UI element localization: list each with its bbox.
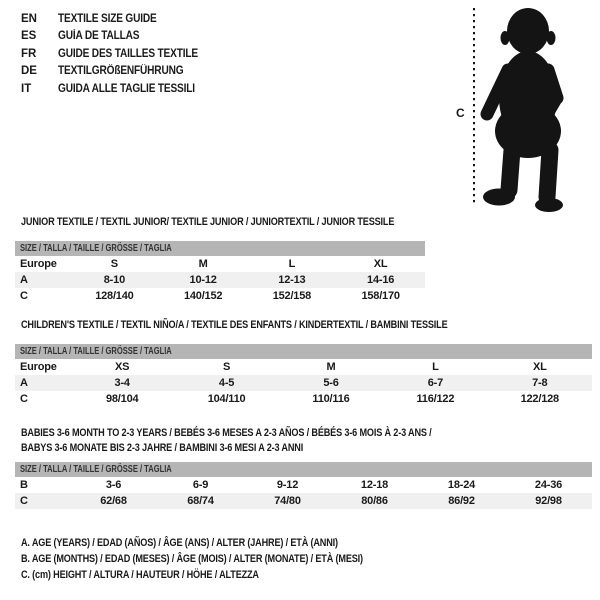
junior-section-title xyxy=(21,216,471,228)
table-cell: 74/80 xyxy=(244,493,331,509)
table-row xyxy=(15,256,425,272)
table-cell: 68/74 xyxy=(157,493,244,509)
table-row xyxy=(15,391,592,407)
junior-section-title-text: JUNIOR TEXTILE / TEXTIL JUNIOR/ TEXTILE JUNIOR / JUNIORTEXTIL / JUNIOR TESSILE xyxy=(21,216,395,228)
lang-label: GUIDE DES TAILLES TEXTILE xyxy=(58,47,198,60)
table-cell: 12-13 xyxy=(248,272,337,288)
lang-code: ES xyxy=(21,30,37,43)
size-header-text: SIZE / TALLA / TAILLE / GRÖSSE / TAGLIA xyxy=(20,463,172,475)
row-label: A xyxy=(15,375,70,391)
table-cell: 4-5 xyxy=(174,375,278,391)
babies-size-table xyxy=(15,462,592,509)
table-row xyxy=(15,288,425,304)
junior-size-table xyxy=(15,241,425,304)
children-section-title-text: CHILDREN'S TEXTILE / TEXTIL NIÑO/A / TEXTILE DES ENFANTS / KINDERTEXTIL / BAMBINI TESSILE xyxy=(21,319,448,331)
row-label: B xyxy=(20,479,28,491)
lang-code: FR xyxy=(21,47,37,60)
table-cell: 98/104 xyxy=(105,393,139,405)
babies-section-title-line1 xyxy=(21,427,516,439)
row-label: Europe xyxy=(20,361,57,373)
row-label: C xyxy=(20,393,28,405)
table-cell: 7-8 xyxy=(488,375,592,391)
table-cell: XL xyxy=(532,361,547,373)
table-cell: 14-16 xyxy=(336,272,425,288)
table-row xyxy=(15,493,592,509)
legend-line-b xyxy=(21,553,433,565)
size-header-row xyxy=(15,344,592,359)
lang-row-fr xyxy=(21,48,217,65)
size-header-bar xyxy=(15,241,425,256)
lang-label: TEXTILGRÖßENFÜHRUNG xyxy=(58,65,184,78)
table-cell: XL xyxy=(373,258,388,270)
size-header-text: SIZE / TALLA / TAILLE / GRÖSSE / TAGLIA xyxy=(20,242,172,254)
lang-label: GUIDA ALLE TAGLIE TESSILI xyxy=(58,82,195,95)
lang-label: TEXTILE SIZE GUIDE xyxy=(58,13,157,25)
babies-section-title-text2: BABYS 3-6 MONATE BIS 2-3 JAHRE / BAMBINI 3-6 MESI A 2-3 ANNI xyxy=(21,442,304,454)
babies-section-title-line2 xyxy=(21,442,361,454)
table-cell: 122/128 xyxy=(520,393,559,405)
table-cell: 104/110 xyxy=(207,393,246,405)
lang-row-de xyxy=(21,65,217,82)
lang-code: DE xyxy=(21,65,37,78)
legend-line-c-text: C. (cm) HEIGHT / ALTURA / HAUTEUR / HÖHE / ALTEZZA xyxy=(21,569,259,581)
legend-line-c xyxy=(21,569,308,581)
table-cell: 6-9 xyxy=(192,479,209,491)
legend-line-a xyxy=(21,537,403,549)
table-cell: 5-6 xyxy=(279,375,383,391)
table-row xyxy=(15,359,592,375)
table-cell: 128/140 xyxy=(95,290,134,302)
table-cell: S xyxy=(110,258,118,270)
table-cell: 9-12 xyxy=(276,479,299,491)
table-cell: M xyxy=(198,258,208,270)
table-cell: L xyxy=(432,361,439,373)
row-label: C xyxy=(20,290,28,302)
size-header-bar xyxy=(15,344,592,359)
table-cell: 140/152 xyxy=(183,290,223,302)
size-header-text: SIZE / TALLA / TAILLE / GRÖSSE / TAGLIA xyxy=(20,345,172,357)
table-cell: 62/68 xyxy=(70,493,157,509)
size-header-bar xyxy=(15,462,592,477)
lang-code: IT xyxy=(21,82,32,95)
table-cell: 24-36 xyxy=(534,479,563,491)
children-section-title xyxy=(21,319,535,331)
lang-row-it xyxy=(21,83,217,100)
legend-line-b-text: B. AGE (MONTHS) / EDAD (MESES) / ÂGE (MOIS) / ALTER (MONATE) / ETÀ (MESI) xyxy=(21,553,363,565)
table-cell: M xyxy=(326,361,336,373)
baby-figure xyxy=(450,0,600,215)
language-list xyxy=(21,13,217,100)
babies-section-title-text1: BABIES 3-6 MONTH TO 2-3 YEARS / BEBÉS 3-6 MESES A 2-3 AÑOS / BÉBÉS 3-6 MOIS À 2-3 ANS / xyxy=(21,427,432,439)
table-cell: 80/86 xyxy=(331,493,418,509)
table-row xyxy=(15,375,592,391)
row-label: C xyxy=(15,493,70,509)
table-cell: 10-12 xyxy=(159,272,248,288)
lang-row-en xyxy=(21,13,217,30)
table-cell: 6-7 xyxy=(383,375,487,391)
table-row xyxy=(15,272,425,288)
size-header-row xyxy=(15,462,592,477)
table-cell: 86/92 xyxy=(418,493,505,509)
table-cell: 3-6 xyxy=(105,479,122,491)
lang-label: GUÍA DE TALLAS xyxy=(58,30,140,43)
table-cell: L xyxy=(288,258,296,270)
table-cell: 3-4 xyxy=(70,375,174,391)
table-cell: 12-18 xyxy=(360,479,389,491)
table-cell: 116/122 xyxy=(416,393,455,405)
legend-line-a-text: A. AGE (YEARS) / EDAD (AÑOS) / ÂGE (ANS) / ALTER (JAHRE) / ETÀ (ANNI) xyxy=(21,537,338,549)
table-cell: S xyxy=(223,361,231,373)
lang-code: EN xyxy=(21,13,37,25)
table-cell: 152/158 xyxy=(272,290,312,302)
table-cell: 110/116 xyxy=(312,393,350,405)
height-measure-label: C xyxy=(456,106,465,120)
size-header-row xyxy=(15,241,425,256)
row-label: Europe xyxy=(20,258,57,270)
row-label: A xyxy=(15,272,70,288)
children-size-table xyxy=(15,344,592,407)
lang-row-es xyxy=(21,30,217,47)
table-row xyxy=(15,477,592,493)
table-cell: 18-24 xyxy=(447,479,476,491)
table-cell: 92/98 xyxy=(505,493,592,509)
table-cell: 158/170 xyxy=(361,290,400,302)
table-cell: XS xyxy=(115,361,130,373)
table-cell: 8-10 xyxy=(70,272,159,288)
baby-silhouette-icon xyxy=(450,0,600,215)
